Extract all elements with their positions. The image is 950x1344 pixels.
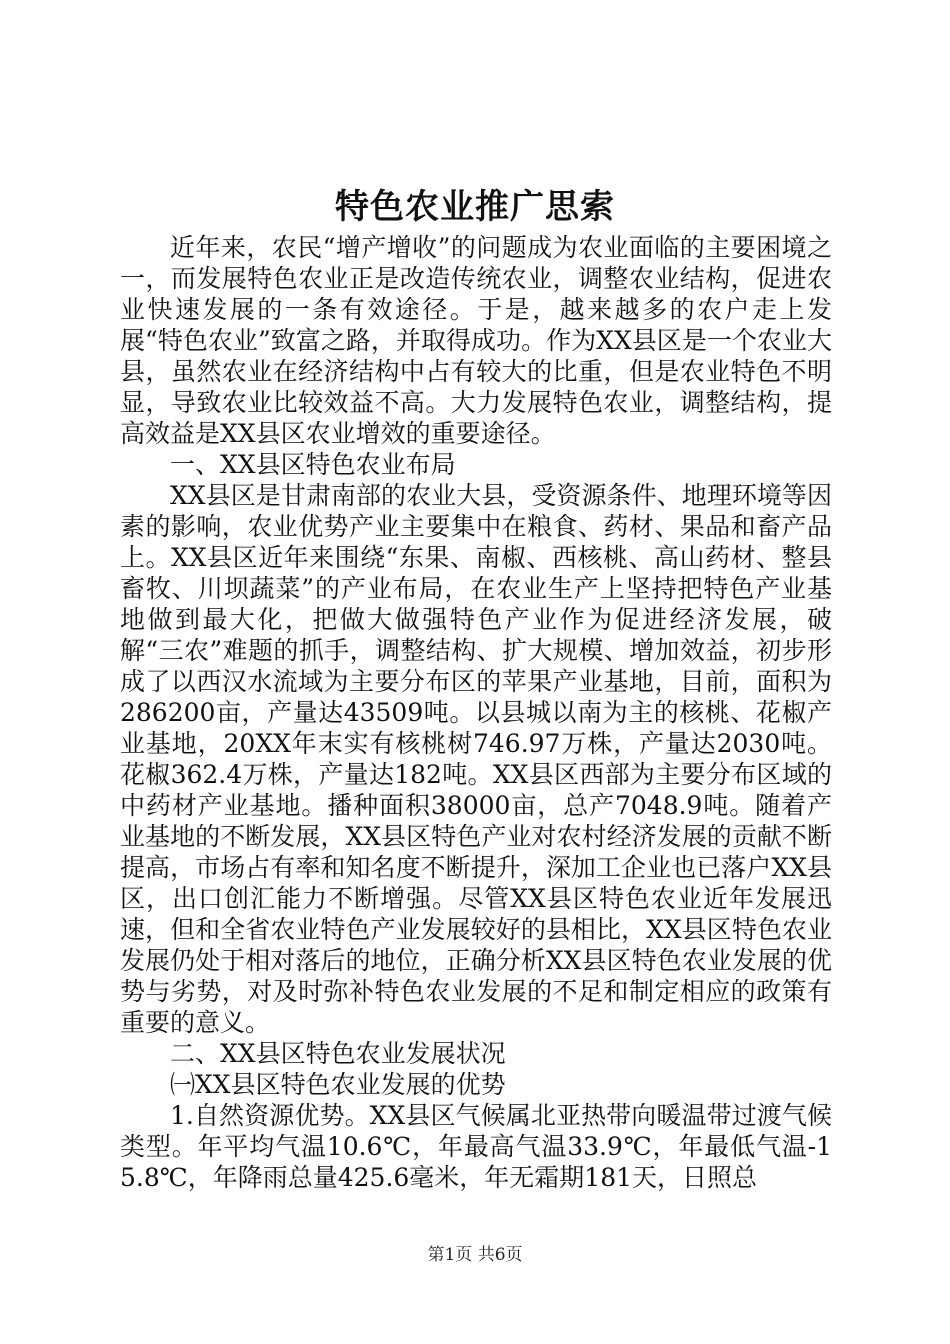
page-footer: 第1页 共6页 — [427, 1245, 523, 1265]
paragraph-intro: 近年来，农民“增产增收”的问题成为农业面临的主要困境之一，而发展特色农业正是改造传统农业，调整农业结构，促进农业快速发展的一条有效途径。于是，越来越多的农户走上发展“特色农业”致富之路，并取得成功。作为XX县区是一个农业大县，虽然农业在经济结构中占有较大的比重，但是农业特色不明显，导致农业比较效益不高。大力发展特色农业，调整结构，提高效益是XX县区农业增效的重要途径。 — [120, 233, 832, 448]
subsection-heading-1: ㈠XX县区特色农业发展的优势 — [170, 1070, 506, 1099]
document-body — [120, 232, 832, 1193]
section-heading-1: 一、XX县区特色农业布局 — [170, 450, 456, 479]
section-heading-2: 二、XX县区特色农业发展状况 — [170, 1039, 506, 1068]
paragraph-layout: XX县区是甘肃南部的农业大县，受资源条件、地理环境等因素的影响，农业优势产业主要集中在粮食、药材、果品和畜产品上。XX县区近年来围绕“东果、南椒、西核桃、高山药材、整县畜牧、川坝蔬菜”的产业布局，在农业生产上坚持把特色产业基地做到最大化，把做大做强特色产业作为促进经济发展，破解“三农”难题的抓手，调整结构、扩大规模、增加效益，初步形成了以西汉水流域为主要分布区的苹果产业基地，目前，面积为286200亩，产量达43509吨。以县城以南为主的核桃、花椒产业基地，20XX年末实有核桃树746.97万株，产量达2030吨。花椒362.4万株，产量达182吨。XX县区西部为主要分布区域的中药材产业基地。播种面积38000亩，总产7048.9吨。随着产业基地的不断发展，XX县区特色产业对农村经济发展的贡献不断提高，市场占有率和知名度不断提升，深加工企业也已落户XX县区，出口创汇能力不断增强。尽管XX县区特色农业近年发展迅速，但和全省农业特色产业发展较好的县相比，XX县区特色农业发展仍处于相对落后的地位，正确分析XX县区特色农业发展的优势与劣势，对及时弥补特色农业发展的不足和制定相应的政策有重要的意义。 — [120, 481, 832, 1037]
document-title: 特色农业推广思索 — [335, 187, 615, 227]
paragraph-natural-resources: 1.自然资源优势。XX县区气候属北亚热带向暖温带过渡气候类型。年平均气温10.6℃，年最高气温33.9℃，年最低气温-15.8℃，年降雨总量425.6毫米，年无霜期181天，日照总 — [120, 1101, 832, 1192]
